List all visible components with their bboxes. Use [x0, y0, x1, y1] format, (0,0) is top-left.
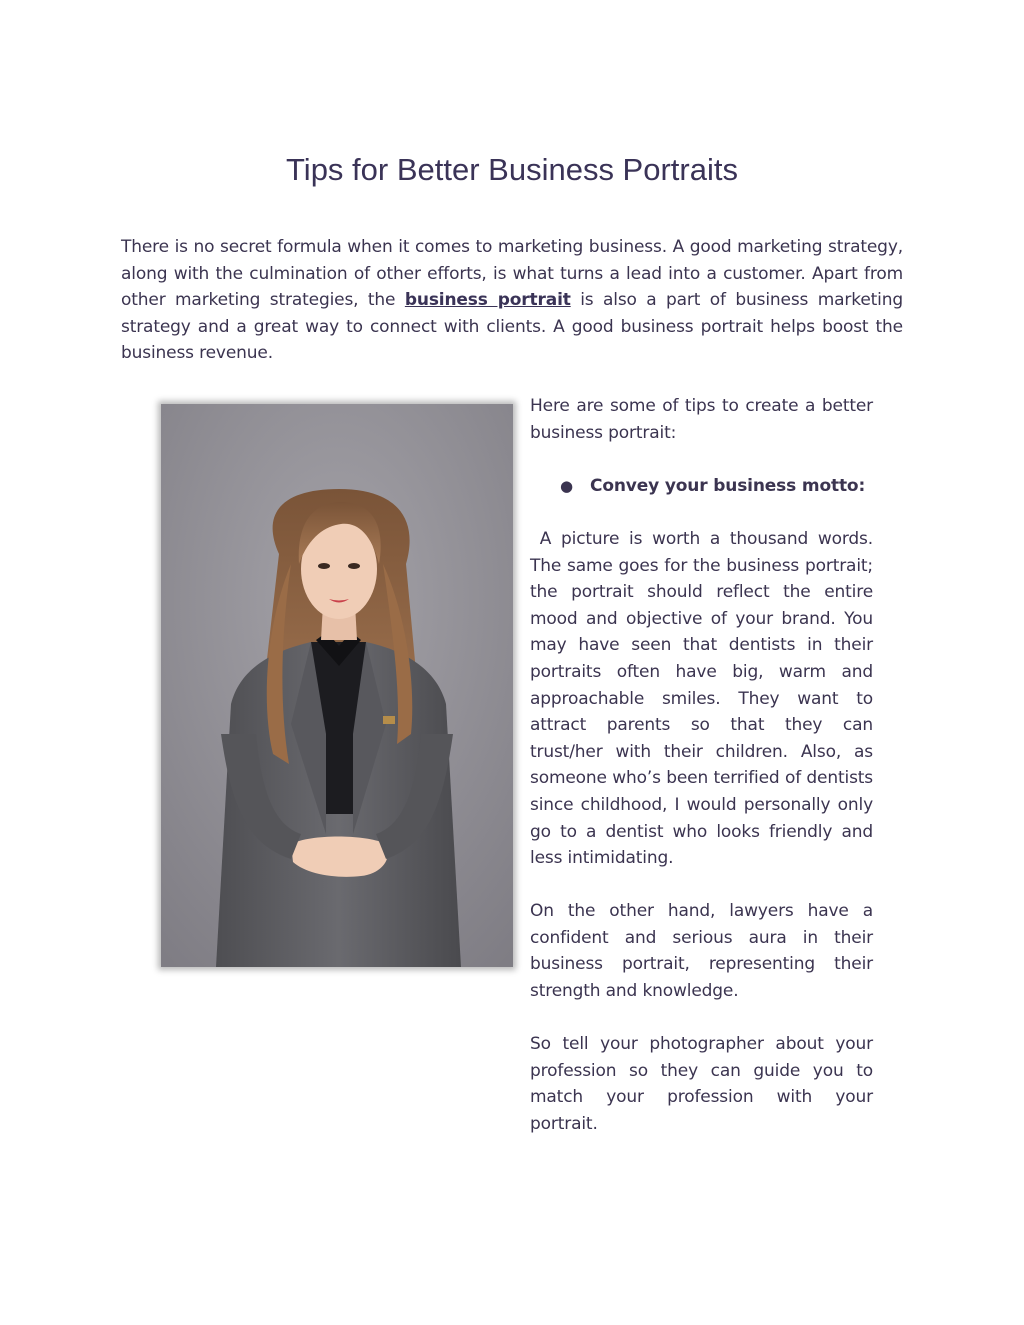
business-portrait-photo: [161, 404, 513, 967]
portrait-illustration: [161, 404, 513, 967]
tip-bullet: [560, 473, 873, 500]
bullet-dot-icon: ●: [560, 476, 573, 495]
tip-paragraph-1: A picture is worth a thousand words. The same goes for the business portrait; the portrait should reflect the entire mood and objective of your brand. You may have seen that dentists in their portraits often have big, warm and approachable smiles. They want to attract parents so that they can trust/her with their children. Also, as someone who’s been terrified of dentists since childhood, I would personally only go to a dentist who looks friendly and less intimidating.: [530, 528, 879, 869]
intro-text-before: There is no secret formula when it comes to marketing business. A good marketing strategy, along with the culmination of other efforts, is what turns a lead into a customer. Apart from other marketing strategies, the: [121, 237, 903, 311]
tips-lead: Here are some of tips to create a better business portrait:: [530, 396, 873, 443]
tip-paragraph-2: On the other hand, lawyers have a confident and serious aura in their business portrait, representing their strength and knowledge.: [530, 901, 873, 1002]
intro-paragraph: [121, 234, 903, 367]
tip-heading: Convey your business motto:: [590, 475, 866, 496]
tips-column: [530, 393, 879, 1164]
tip-paragraph-3: So tell your photographer about your profession so they can guide you to match your profession with your portrait.: [530, 1034, 873, 1135]
page-title: Tips for Better Business Portraits: [286, 152, 738, 187]
intro-text-after: is also a part of business marketing strategy and a great way to connect with clients. A good business portrait helps boost the business revenue.: [121, 290, 903, 364]
business-portrait-link[interactable]: business portrait: [404, 290, 571, 311]
